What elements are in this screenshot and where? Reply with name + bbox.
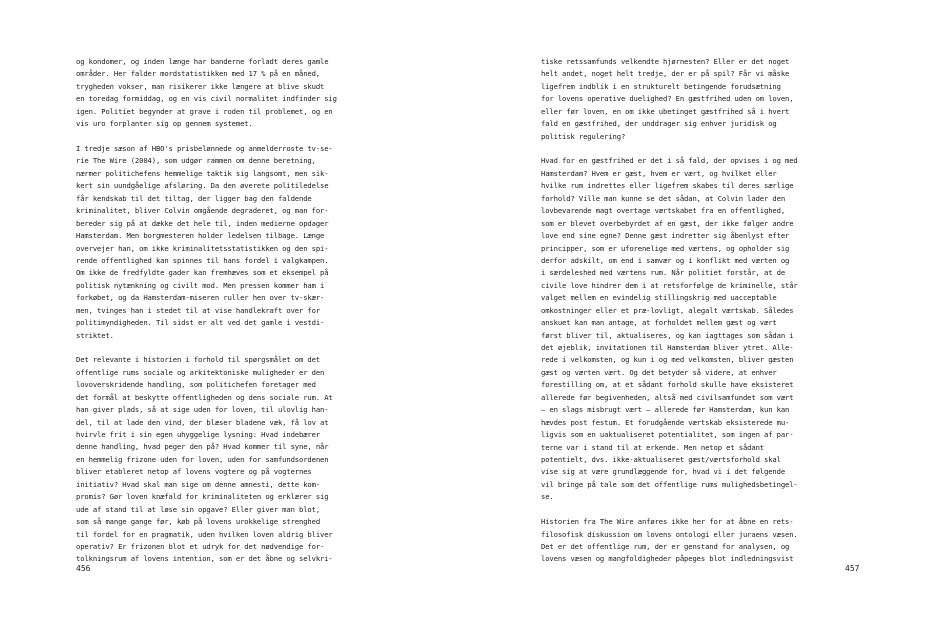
text-line: lovbevarende magt overtage værtskabet fra en offentlighed,: [541, 206, 786, 216]
text-line: allerede før begivenheden, altså med civilsamfundet som vært: [541, 392, 794, 402]
text-line: områder. Her falder mordstatistikken med 17 % på en måned,: [76, 69, 321, 79]
text-line: politisk nytænkning og civilt mod. Men pressen kommer ham i: [76, 280, 325, 290]
text-line: ligvis som en uaktualiseret potentialitet, som ingen af par-: [541, 430, 794, 440]
text-line: rende offentlighed kan spinnes til hans fordel i valgkampen.: [76, 255, 329, 265]
text-line: rie The Wire (2004), som udgør rammen om denne beretning,: [76, 156, 316, 166]
left-page: [76, 56, 394, 578]
text-line: rede i velkomsten, og kun i og med velkomsten, bliver gæsten: [541, 355, 794, 365]
text-line: det øjeblik, invitationen til Hamsterdam bliver ytret. Alle-: [541, 343, 794, 353]
text-line: offentlige rums sociale og arkitektoniske muligheder er den: [76, 367, 325, 377]
text-line: tiske retssamfunds velkendte hjørnesten? Eller er det noget: [541, 57, 790, 66]
text-line: det formål at beskytte offentligheden og dens sociale rum. At: [76, 392, 333, 402]
text-line: eller før loven, en om ikke ubetinget gæstfrihed så i hvert: [541, 106, 790, 116]
page-number-right: 457: [845, 564, 860, 573]
text-line: hvirvle frit i sin egen uhyggelige lysning: Hvad indebærer: [76, 430, 321, 440]
text-line: derfor adskilt, om end i samvær og i konflikt med værten og: [541, 255, 790, 265]
text-line: filosofisk diskussion om lovens ontologi eller juraens væsen.: [541, 529, 798, 539]
text-line: Om ikke de fredfyldte gader kan fremhæves som et eksempel på: [76, 268, 329, 278]
text-line: hvilke rum indrettes eller ligefrem skabes til deres særlige: [541, 181, 794, 191]
text-line: men, tvinges han i stedet til at vise handlekraft over for: [76, 305, 321, 315]
text-line: se.: [541, 492, 554, 502]
text-line: til fordel for en pragmatik, uden hvilken loven aldrig bliver: [76, 529, 333, 539]
text-line: del, til at lade den vind, der blæser bladene væk, få lov at: [76, 417, 329, 427]
text-line: bereder sig på at dække det hele til, inden medierne opdager: [76, 218, 329, 228]
text-line: for lovens operative duelighed? En gæstfrihed uden om loven,: [541, 94, 794, 104]
text-line: forhold? Ville man kunne se det sådan, at Colvin lader den: [541, 193, 786, 203]
text-line: gæst og værten vært. Og det betyder så videre, at enhver: [541, 367, 777, 377]
text-line: overvejer han, om ikke kriminalitetsstatistikken og den spi-: [76, 243, 329, 253]
text-line: potentielt, dvs. ikke-aktualiseret gæst/værtsforhold skal: [541, 454, 781, 464]
text-line: Hamsterdam. Men borgmesteren holder ledelsen tilbage. Længe: [76, 231, 325, 241]
text-line: Hvad for en gæstfrihed er det i så fald, der opvises i og med: [541, 156, 798, 166]
text-line: Det er det offentlige rum, der er genstand for analysen, og: [541, 541, 790, 551]
paragraph: [541, 56, 859, 143]
text-line: forestilling om, at et sådant forhold skulle have eksisteret: [541, 380, 794, 390]
text-line: først bliver til, aktualiseres, og kan iagttages som sådan i: [541, 330, 794, 340]
text-line: kriminalitet, bliver Colvin omgående degraderet, og man for-: [76, 206, 329, 216]
text-line: striktet.: [76, 330, 114, 340]
text-line: principper, som er uforenelige med værtens, og opholder sig: [541, 243, 790, 253]
text-line: en hemmelig frizone uden for loven, uden for samfundsordenen: [76, 454, 329, 464]
text-line: operativ? Er frizonen blot et udryk for det nødvendige for-: [76, 541, 325, 551]
text-line: en toredag formiddag, og en vis civil normalitet indfinder sig: [76, 94, 337, 104]
text-line: i særdeleshed med værtens rum. Når politiet forstår, at de: [541, 268, 786, 278]
text-line: ligefrem indblik i en strukturelt betingende forudsætning: [541, 81, 781, 91]
text-line: vil bringe på tale som det offentlige rums mulighedsbetingel-: [541, 479, 798, 489]
text-line: politisk regulering?: [541, 131, 626, 141]
text-line: initiativ? Hvad skal man sige om denne amnesti, dette kom-: [76, 479, 321, 489]
text-line: helt andet, noget helt tredje, der er på spil? Får vi måske: [541, 69, 790, 79]
text-line: — en slags misbrugt vært — allerede før Hamsterdam, kun kan: [541, 405, 790, 415]
text-line: Det relevante i historien i forhold til spørgsmålet om det: [76, 355, 321, 365]
text-line: love end sine egne? Denne gæst indretter sig åbenlyst efter: [541, 231, 790, 241]
text-line: trygheden vokser, man risikerer ikke længere at blive skudt: [76, 81, 325, 91]
right-page: [541, 56, 859, 578]
paragraph: [76, 143, 394, 342]
text-line: bliver etableret netop af lovens vogtere og på vogternes: [76, 467, 312, 477]
page-number-left: 456: [76, 564, 91, 573]
text-line: Historien fra The Wire anføres ikke her for at åbne en rets-: [541, 517, 794, 527]
text-line: Hamsterdam? Hvem er gæst, hvem er vært, og hvilket eller: [541, 168, 777, 178]
text-line: kert sin uundgåelige afsløring. Da den øverete politiledelse: [76, 181, 329, 191]
text-line: civile love hindrer dem i at retsforfølge de kriminelle, står: [541, 280, 798, 290]
text-line: tolkningsrum af lovens intention, som er det åbne og selvkri-: [76, 554, 333, 564]
text-line: fald en gæstfrihed, der unddrager sig enhver juridisk og: [541, 119, 777, 129]
text-line: omkostninger eller et præ-lovligt, alegalt værtskab. Således: [541, 305, 794, 315]
text-line: får kendskab til det tiltag, der ligger bag den faldende: [76, 193, 312, 203]
text-line: I tredje sæson af HBO's prisbelønnede og anmelderroste tv-se-: [76, 144, 333, 154]
text-line: valget mellem en evindelig stillingskrig med uacceptable: [541, 293, 777, 303]
text-line: og kondomer, og inden længe har banderne forladt deres gamle: [76, 57, 329, 66]
text-line: igen. Politiet begynder at grave i roden til problemet, og en: [76, 106, 333, 116]
text-line: nærmer politichefens hemmelige taktik sig langsomt, men sik-: [76, 168, 329, 178]
paragraph: [541, 516, 859, 566]
paragraph: [541, 155, 859, 503]
text-line: denne handling, hvad peger den på? Hvad kommer til syne, når: [76, 442, 329, 452]
text-line: promis? Gør loven knæfald for kriminaliteten og erklærer sig: [76, 492, 329, 502]
text-line: terne var i stand til at erkende. Men netop et sådant: [541, 442, 764, 452]
text-line: ude af stand til at løse sin opgave? Eller giver man blot,: [76, 504, 321, 514]
text-line: hævdes post festum. Et forudgående værtskab eksisterede mu-: [541, 417, 790, 427]
text-line: lovens væsen og mangfoldigheder påpeges blot indledningsvist: [541, 554, 794, 564]
text-line: som så mange gange før, køb på lovens urokkelige strenghed: [76, 517, 321, 527]
text-line: vise sig at være grundlæggende for, hvad vi i det følgende: [541, 467, 786, 477]
text-line: vis uro forplanter sig op gennem systemet.: [76, 119, 253, 129]
paragraph: [76, 56, 394, 131]
text-line: forkøbet, og da Hamsterdam-miseren ruller hen over tv-skær-: [76, 293, 325, 303]
text-line: anskuet kan man antage, at forholdet mellem gæst og vært: [541, 318, 777, 328]
paragraph: [76, 354, 394, 565]
text-line: som er blevet overbebyrdet af en gæst, der ikke følger andre: [541, 218, 794, 228]
text-line: lovoverskridende handling, som politichefen foretager med: [76, 380, 316, 390]
text-line: politimyndigheden. Til sidst er alt ved det gamle i vestdi-: [76, 318, 325, 328]
text-line: han giver plads, så at sige uden for loven, til ulovlig han-: [76, 405, 329, 415]
